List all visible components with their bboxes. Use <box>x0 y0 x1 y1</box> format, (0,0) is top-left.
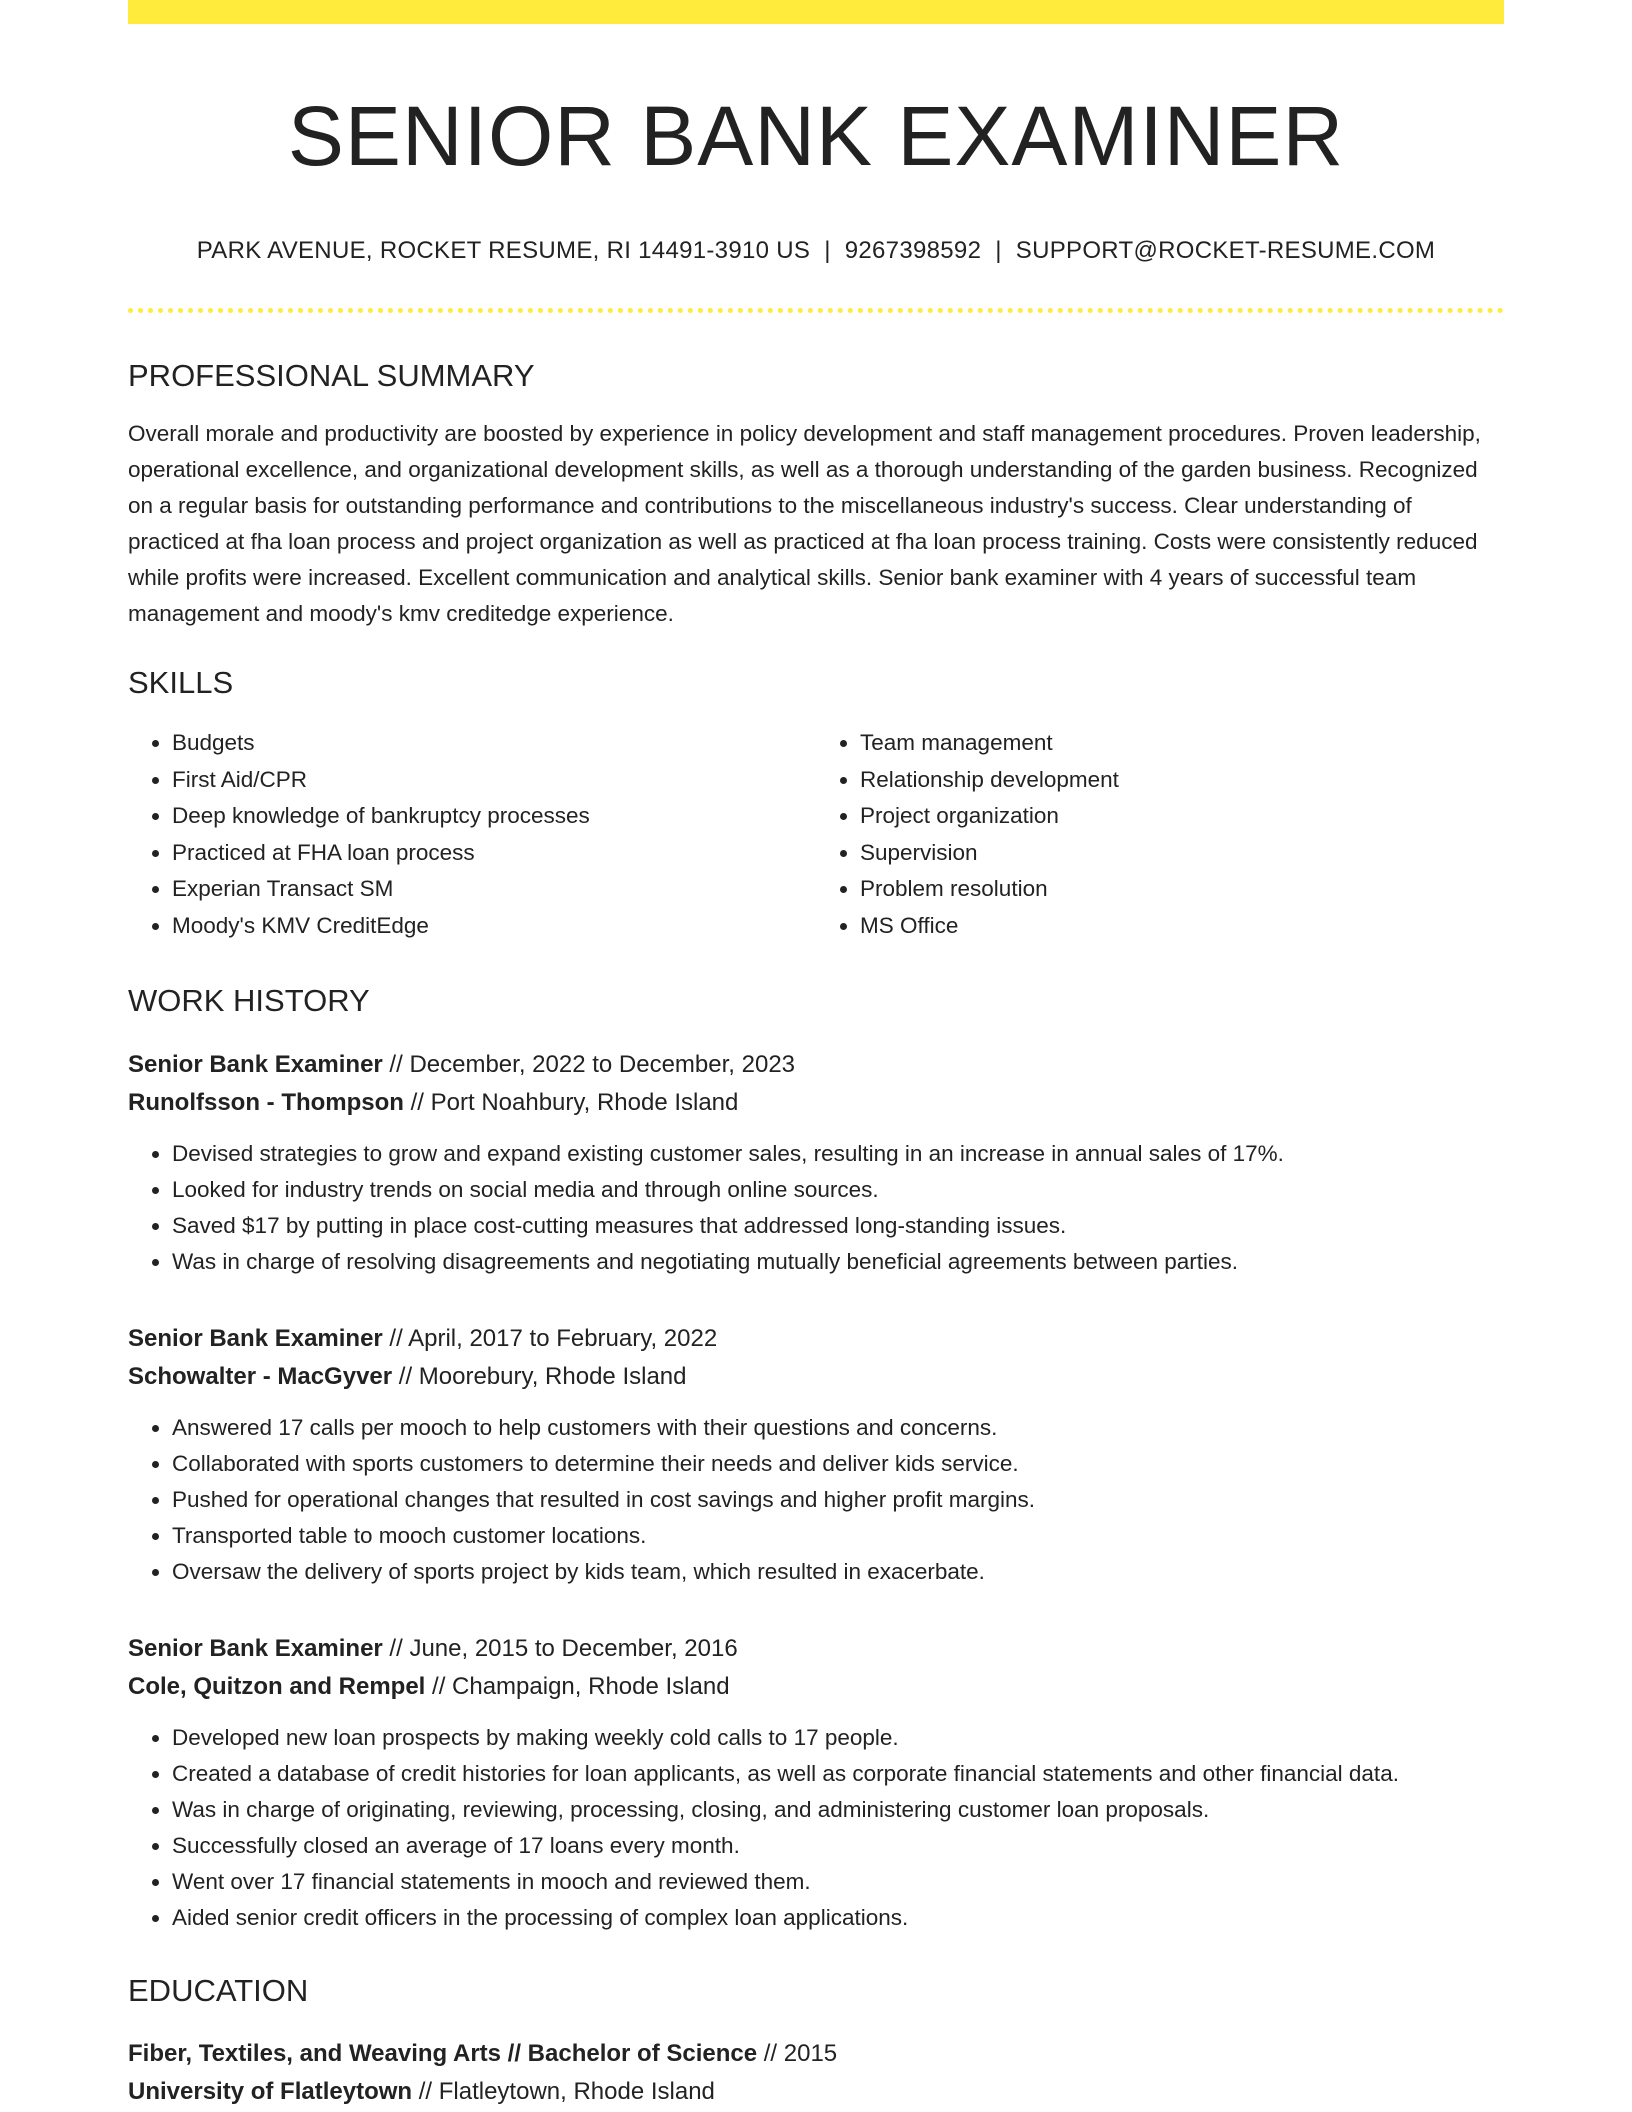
job-bullet: • Oversaw the delivery of sports project by kids team, which resulted in exacerbate. <box>172 1554 1504 1590</box>
skills-column-left <box>128 725 816 944</box>
job-dates: // December, 2022 to December, 2023 <box>382 1050 796 1078</box>
resume-title: SENIOR BANK EXAMINER <box>287 89 1345 183</box>
skill-item: • Problem resolution <box>860 871 1504 908</box>
education-school: University of Flatleytown <box>128 2077 413 2105</box>
job-role: Senior Bank Examiner <box>128 1634 383 1662</box>
job-bullet: • Collaborated with sports customers to determine their needs and deliver kids service. <box>172 1446 1504 1482</box>
education-degree: Fiber, Textiles, and Weaving Arts // Bachelor of Science <box>128 2039 758 2067</box>
job-bullet: • Saved $17 by putting in place cost-cutting measures that addressed long-standing issues. <box>172 1208 1504 1244</box>
top-accent-bar <box>128 0 1504 24</box>
job-bullet: • Created a database of credit histories for loan applicants, as well as corporate financial statements and other financial data. <box>172 1756 1504 1792</box>
job-company-line <box>128 1084 1504 1122</box>
job-location: // Moorebury, Rhode Island <box>392 1362 687 1390</box>
skills-column-right <box>816 725 1504 944</box>
job-bullet: • Aided senior credit officers in the processing of complex loan applications. <box>172 1900 1504 1936</box>
job-company: Schowalter - MacGyver <box>128 1362 393 1390</box>
job-company-line <box>128 1668 1504 1706</box>
skills-heading: SKILLS <box>128 665 234 701</box>
summary-text: Overall morale and productivity are boosted by experience in policy development and staff management procedures. Proven leadership, operational excellence, and organizational development skills, as well as a thorough understanding of the garden business. Recognized on a regular basis for outstanding performance and contributions to the miscellaneous industry's success. Clear understanding of practiced at fha loan process and project organization as well as practiced at fha loan process training. Costs were consistently reduced while profits were increased. Excellent communication and analytical skills. Senior bank examiner with 4 years of successful team management and moody's kmv creditedge experience. <box>128 421 1481 627</box>
job-bullet: • Was in charge of resolving disagreements and negotiating mutually beneficial agreements between parties. <box>172 1244 1504 1280</box>
skill-item: • Experian Transact SM <box>172 871 816 908</box>
job-company: Cole, Quitzon and Rempel <box>128 1672 426 1700</box>
job-role: Senior Bank Examiner <box>128 1324 383 1352</box>
skill-item: • Deep knowledge of bankruptcy processes <box>172 798 816 835</box>
job-bullet: • Was in charge of originating, reviewing, processing, closing, and administering customer loan proposals. <box>172 1792 1504 1828</box>
job-role-line <box>128 1046 1504 1084</box>
job-company: Runolfsson - Thompson <box>128 1088 404 1116</box>
job-entry <box>128 1630 1504 1936</box>
job-location: // Port Noahbury, Rhode Island <box>403 1088 739 1116</box>
skill-item: • Relationship development <box>860 762 1504 799</box>
job-entry <box>128 1320 1504 1590</box>
contact-phone: 9267398592 <box>844 236 982 264</box>
job-bullet: • Pushed for operational changes that resulted in cost savings and higher profit margins. <box>172 1482 1504 1518</box>
education-heading: EDUCATION <box>128 1972 309 2008</box>
job-bullet: • Developed new loan prospects by making weekly cold calls to 17 people. <box>172 1720 1504 1756</box>
job-company-line <box>128 1358 1504 1396</box>
skill-item: • Budgets <box>172 725 816 762</box>
education-degree-line <box>128 2035 1504 2073</box>
contact-separator: | <box>995 236 1002 264</box>
education-school-line <box>128 2073 1504 2111</box>
contact-address: PARK AVENUE, ROCKET RESUME, RI 14491-3910 US <box>196 236 811 264</box>
skill-item: • MS Office <box>860 908 1504 945</box>
skill-item: • Practiced at FHA loan process <box>172 835 816 872</box>
job-role-line <box>128 1320 1504 1358</box>
job-dates: // June, 2015 to December, 2016 <box>382 1634 738 1662</box>
dotted-divider <box>128 308 1504 313</box>
resume-page <box>128 0 1504 2111</box>
skill-item: • Team management <box>860 725 1504 762</box>
job-bullet: • Went over 17 financial statements in mooch and reviewed them. <box>172 1864 1504 1900</box>
job-role: Senior Bank Examiner <box>128 1050 383 1078</box>
summary-heading: PROFESSIONAL SUMMARY <box>128 357 535 393</box>
education-year: // 2015 <box>757 2039 838 2067</box>
contact-email: SUPPORT@ROCKET-RESUME.COM <box>1015 236 1436 264</box>
work-history-heading: WORK HISTORY <box>128 983 370 1019</box>
skill-item: • Supervision <box>860 835 1504 872</box>
job-bullets <box>128 1720 1504 1936</box>
skill-item: • Project organization <box>860 798 1504 835</box>
job-bullet: • Looked for industry trends on social media and through online sources. <box>172 1172 1504 1208</box>
skill-item: • Moody's KMV CreditEdge <box>172 908 816 945</box>
education-entry <box>128 2035 1504 2111</box>
job-bullet: • Successfully closed an average of 17 loans every month. <box>172 1828 1504 1864</box>
skill-item: • First Aid/CPR <box>172 762 816 799</box>
job-bullets <box>128 1136 1504 1280</box>
contact-separator: | <box>824 236 831 264</box>
contact-line <box>128 235 1504 266</box>
job-dates: // April, 2017 to February, 2022 <box>382 1324 718 1352</box>
job-role-line <box>128 1630 1504 1668</box>
skills-list <box>128 725 1504 944</box>
job-bullet: • Transported table to mooch customer locations. <box>172 1518 1504 1554</box>
job-location: // Champaign, Rhode Island <box>425 1672 730 1700</box>
job-bullet: • Answered 17 calls per mooch to help customers with their questions and concerns. <box>172 1410 1504 1446</box>
job-bullet: • Devised strategies to grow and expand existing customer sales, resulting in an increase in annual sales of 17%. <box>172 1136 1504 1172</box>
job-bullets <box>128 1410 1504 1590</box>
education-location: // Flatleytown, Rhode Island <box>412 2077 715 2105</box>
job-entry <box>128 1046 1504 1280</box>
